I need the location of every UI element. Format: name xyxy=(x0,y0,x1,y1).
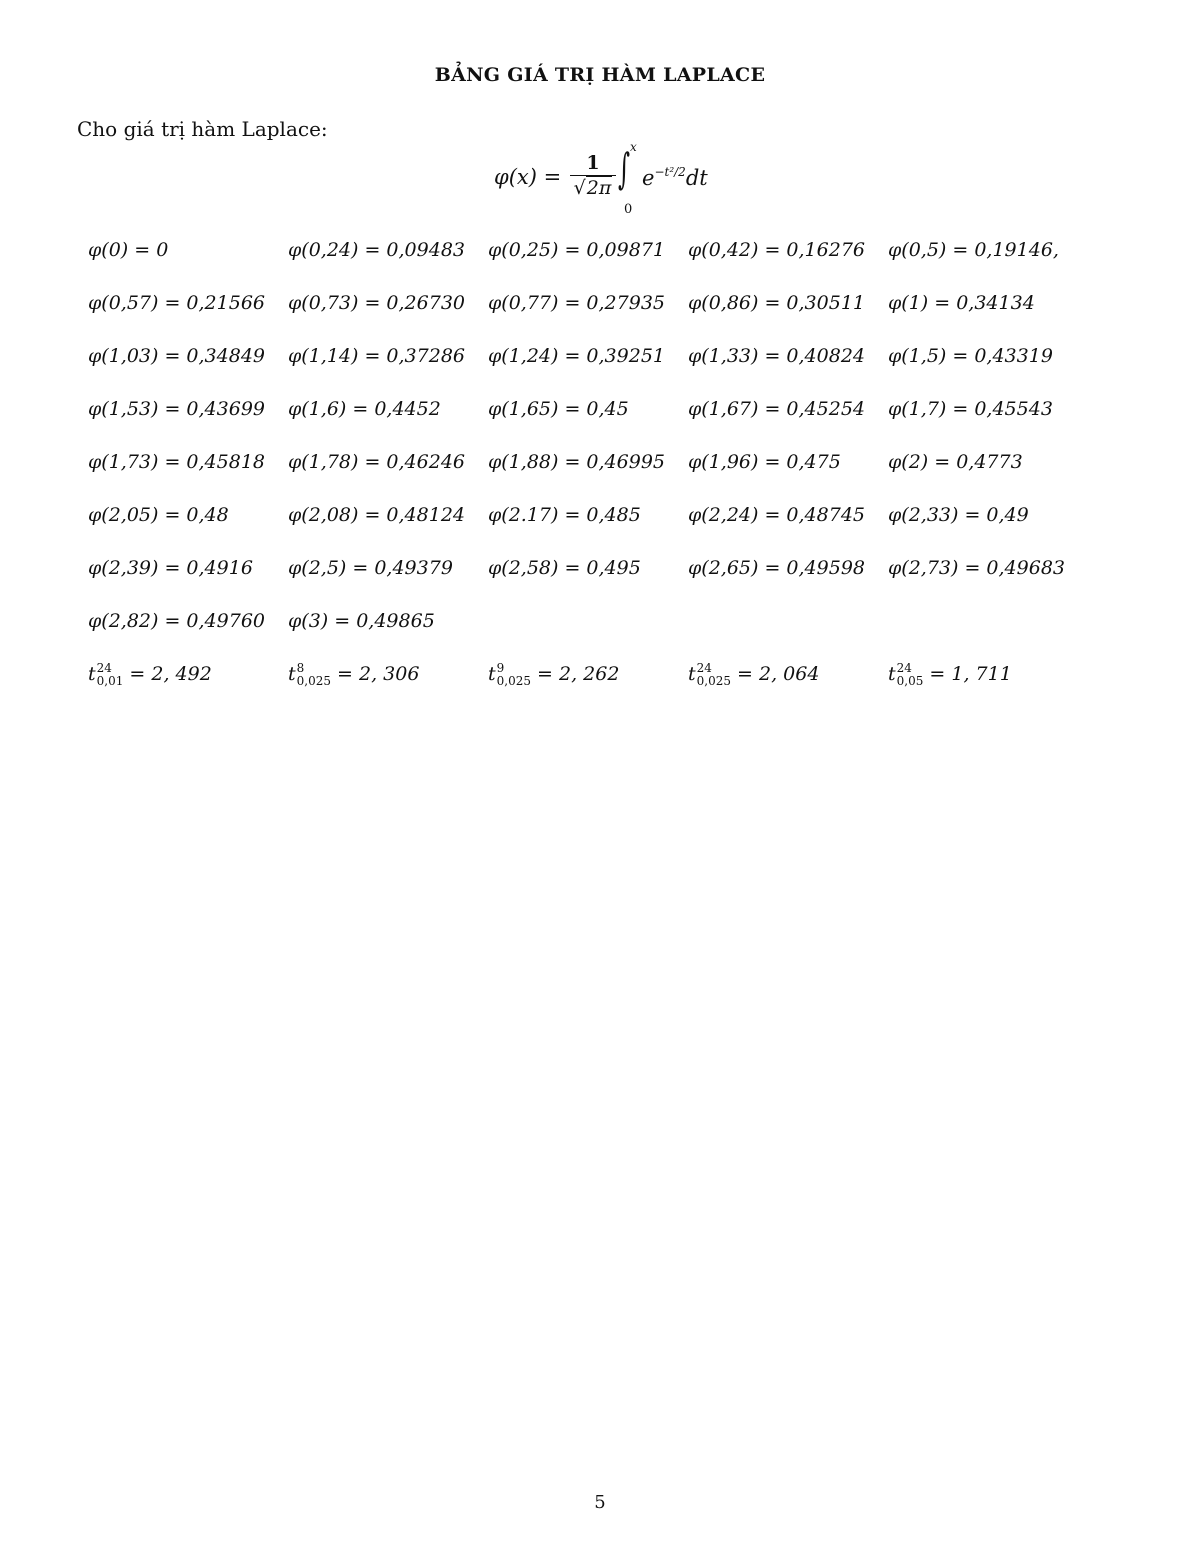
t-symbol: t xyxy=(88,663,96,685)
value-cell: φ(2,05) = 0,48 xyxy=(88,504,229,526)
t-alpha: 0,025 xyxy=(496,674,531,688)
empty-cell xyxy=(688,603,888,656)
value-cell: φ(2,82) = 0,49760 xyxy=(88,610,266,632)
value-cell: φ(1,14) = 0,37286 xyxy=(288,345,466,367)
value-cell: φ(1,65) = 0,45 xyxy=(488,398,629,420)
integral-icon: ∫ xyxy=(618,144,631,193)
t-alpha: 0,025 xyxy=(296,674,331,688)
integral-upper-limit: x xyxy=(630,140,637,154)
value-cell: φ(0) = 0 xyxy=(88,239,169,261)
t-alpha: 0,01 xyxy=(96,674,124,688)
t-value-cell xyxy=(888,656,1088,709)
value-cell: φ(2,33) = 0,49 xyxy=(888,504,1029,526)
t-value: = 1, 711 xyxy=(929,663,1012,685)
t-value: = 2, 064 xyxy=(737,663,820,685)
integrand-differential: dt xyxy=(685,166,708,190)
value-cell: φ(2,65) = 0,49598 xyxy=(688,557,866,579)
value-cell: φ(2,24) = 0,48745 xyxy=(688,504,866,526)
value-cell: φ(3) = 0,49865 xyxy=(288,610,435,632)
t-value: = 2, 262 xyxy=(537,663,620,685)
t-degrees: 24 xyxy=(896,661,912,676)
formula-lhs: φ(x) = xyxy=(494,165,562,189)
value-cell: φ(0,42) = 0,16276 xyxy=(688,239,866,261)
t-value-cell xyxy=(88,656,288,709)
t-value-cell xyxy=(688,656,888,709)
t-indices xyxy=(297,662,331,687)
t-symbol: t xyxy=(488,663,496,685)
t-symbol: t xyxy=(288,663,296,685)
value-cell: φ(0,57) = 0,21566 xyxy=(88,292,266,314)
formula-denominator xyxy=(570,177,616,199)
value-cell: φ(2,08) = 0,48124 xyxy=(288,504,466,526)
value-cell: φ(1,7) = 0,45543 xyxy=(888,398,1053,420)
value-cell: φ(2,58) = 0,495 xyxy=(488,557,641,579)
t-alpha: 0,025 xyxy=(696,674,731,688)
t-symbol: t xyxy=(688,663,696,685)
value-cell: φ(0,86) = 0,30511 xyxy=(688,292,866,314)
value-cell: φ(0,5) = 0,19146, xyxy=(888,239,1059,261)
value-cell: φ(1,03) = 0,34849 xyxy=(88,345,266,367)
value-cell: φ(1,88) = 0,46995 xyxy=(488,451,666,473)
formula-denominator-root: 2π xyxy=(586,177,612,199)
value-cell: φ(2.17) = 0,485 xyxy=(488,504,641,526)
t-indices xyxy=(97,662,124,687)
t-degrees: 24 xyxy=(696,661,712,676)
t-degrees: 8 xyxy=(296,661,305,676)
value-cell: φ(0,24) = 0,09483 xyxy=(288,239,466,261)
page-title: BẢNG GIÁ TRỊ HÀM LAPLACE xyxy=(434,64,766,86)
value-cell: φ(1,5) = 0,43319 xyxy=(888,345,1053,367)
integrand-exponent: −t²/2 xyxy=(654,165,686,179)
t-value-cell xyxy=(288,656,488,709)
value-cell: φ(1) = 0,34134 xyxy=(888,292,1035,314)
empty-cell xyxy=(888,603,1088,656)
t-degrees: 9 xyxy=(496,661,505,676)
value-cell: φ(2) = 0,4773 xyxy=(888,451,1023,473)
formula-fraction xyxy=(570,152,616,199)
laplace-formula xyxy=(494,140,734,220)
t-symbol: t xyxy=(888,663,896,685)
value-cell: φ(1,67) = 0,45254 xyxy=(688,398,866,420)
value-cell: φ(1,96) = 0,475 xyxy=(688,451,841,473)
value-cell: φ(0,73) = 0,26730 xyxy=(288,292,466,314)
value-cell: φ(1,33) = 0,40824 xyxy=(688,345,866,367)
value-cell: φ(1,6) = 0,4452 xyxy=(288,398,441,420)
integral-lower-limit: 0 xyxy=(624,202,633,217)
laplace-values-grid xyxy=(88,232,1098,709)
t-degrees: 24 xyxy=(96,661,112,676)
value-cell: φ(0,77) = 0,27935 xyxy=(488,292,666,314)
value-cell: φ(1,73) = 0,45818 xyxy=(88,451,266,473)
t-value: = 2, 492 xyxy=(129,663,212,685)
value-cell: φ(2,73) = 0,49683 xyxy=(888,557,1066,579)
value-cell: φ(1,24) = 0,39251 xyxy=(488,345,666,367)
formula-numerator: 1 xyxy=(586,152,600,174)
value-cell: φ(1,53) = 0,43699 xyxy=(88,398,266,420)
value-cell: φ(2,39) = 0,4916 xyxy=(88,557,253,579)
t-indices xyxy=(497,662,531,687)
sqrt-icon: √ xyxy=(573,177,586,199)
value-cell: φ(2,5) = 0,49379 xyxy=(288,557,453,579)
integrand-base: e xyxy=(642,166,655,190)
integrand xyxy=(642,165,708,190)
empty-cell xyxy=(488,603,688,656)
t-indices xyxy=(697,662,731,687)
t-value-cell xyxy=(488,656,688,709)
t-alpha: 0,05 xyxy=(896,674,924,688)
t-indices xyxy=(897,662,924,687)
value-cell: φ(0,25) = 0,09871 xyxy=(488,239,666,261)
t-value: = 2, 306 xyxy=(337,663,420,685)
page-number: 5 xyxy=(594,1492,606,1513)
value-cell: φ(1,78) = 0,46246 xyxy=(288,451,466,473)
intro-text: Cho giá trị hàm Laplace: xyxy=(77,117,328,141)
